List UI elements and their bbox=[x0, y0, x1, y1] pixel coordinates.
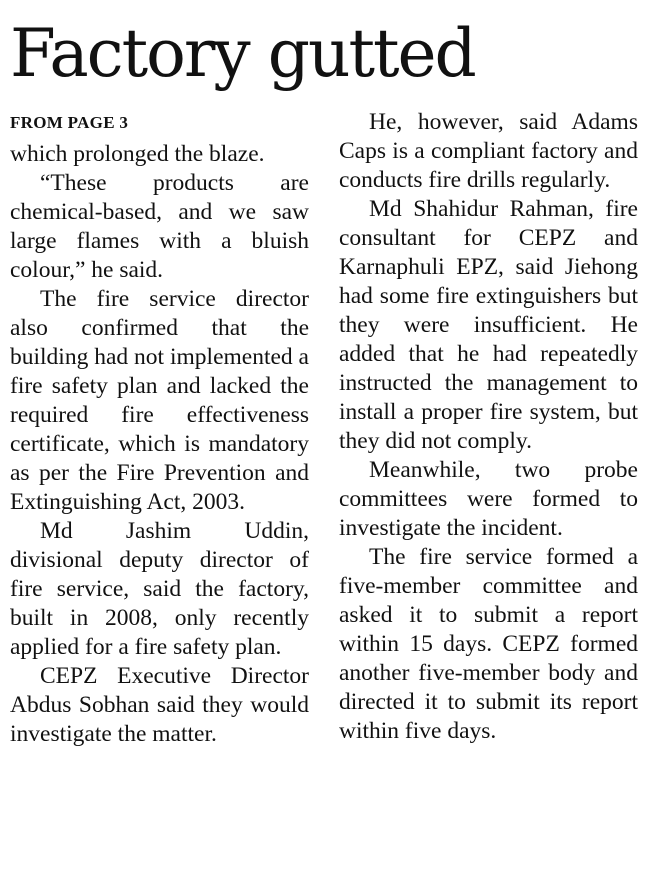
paragraph: which prolonged the blaze. bbox=[10, 141, 265, 167]
paragraph: The fire service director also confirmed that the building had not implemented a fire safety plan and lacked the required fire effectiveness certificate, which is mandatory as per the Fire Prevention and Extinguishing Act, 2003. bbox=[10, 286, 309, 515]
continuation-kicker: FROM PAGE 3 bbox=[10, 113, 129, 132]
paragraph: Md Shahidur Rahman, fire consultant for CEPZ and Karnaphuli EPZ, said Jiehong had some fire extinguishers but they were insufficient. He added that he had repeatedly instructed the management to install a proper fire system, but they did not comply. bbox=[339, 196, 638, 454]
article-column-right bbox=[339, 108, 638, 746]
paragraph: “These products are chemical-based, and we saw large flames with a bluish colour,” he said. bbox=[10, 170, 309, 283]
paragraph: CEPZ Executive Director Abdus Sobhan said they would investigate the matter. bbox=[10, 663, 309, 747]
headline: Factory gutted bbox=[10, 15, 475, 92]
paragraph: Md Jashim Uddin, divisional deputy director of fire service, said the factory, built in 2008, only recently applied for a fire safety plan. bbox=[10, 518, 309, 660]
paragraph: He, however, said Adams Caps is a compliant factory and conducts fire drills regularly. bbox=[339, 109, 638, 193]
article-column-left bbox=[10, 108, 309, 749]
paragraph: Meanwhile, two probe committees were formed to investigate the incident. bbox=[339, 457, 638, 541]
paragraph: The fire service formed a five-member committee and asked it to submit a report within 15 days. CEPZ formed another five-member body and directed it to submit its report within five days. bbox=[339, 544, 638, 744]
